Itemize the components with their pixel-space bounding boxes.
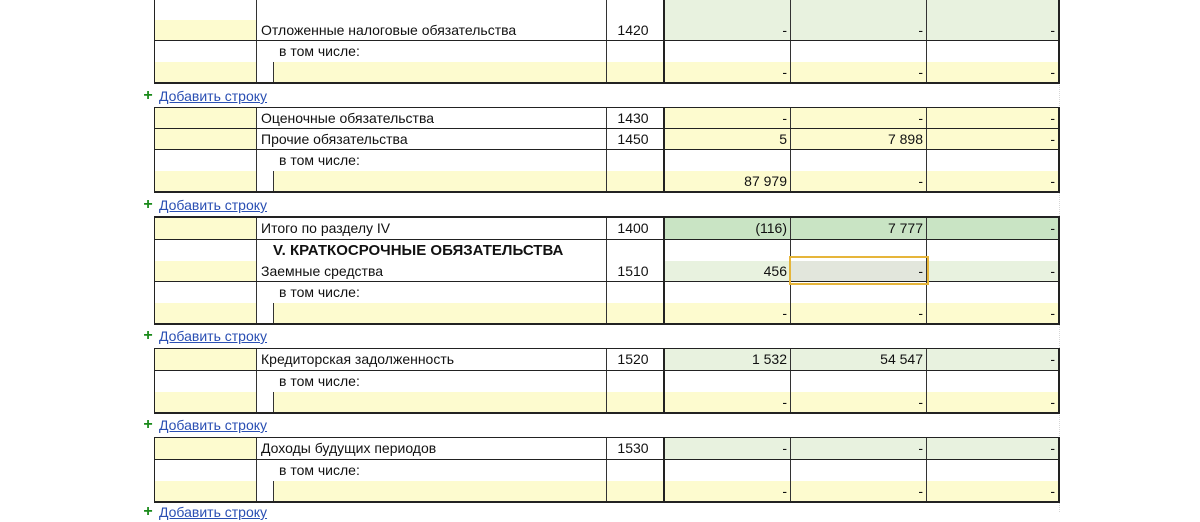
value-cell-3[interactable] xyxy=(927,41,1058,82)
plus-icon[interactable]: + xyxy=(143,503,153,520)
value-cell-2[interactable] xyxy=(791,349,927,370)
value-3: - xyxy=(1050,440,1055,456)
value-cell-1[interactable] xyxy=(665,129,791,149)
value-cell-3[interactable] xyxy=(927,460,1058,501)
value-1: - xyxy=(782,64,787,80)
value-cell-3 xyxy=(927,218,1058,239)
block-1520 xyxy=(154,348,1060,414)
sub-name-cell[interactable] xyxy=(257,371,607,412)
value-2: 7 898 xyxy=(887,131,923,147)
value-cell-1[interactable] xyxy=(665,108,791,128)
name-cell[interactable] xyxy=(257,0,607,40)
row-name: Оценочные обязательства xyxy=(261,110,435,126)
value-3: - xyxy=(1050,305,1055,321)
value-cell-2[interactable] xyxy=(791,282,927,323)
block-1420 xyxy=(154,0,1060,84)
value-2: - xyxy=(918,110,923,126)
code-cell xyxy=(607,438,665,459)
value-1: (116) xyxy=(755,220,787,236)
value-cell-2[interactable] xyxy=(791,41,927,82)
value-2: - xyxy=(918,440,923,456)
in-that-number-label: в том числе: xyxy=(279,152,360,168)
value-cell-2[interactable] xyxy=(791,460,927,501)
code-cell xyxy=(607,218,665,239)
sub-name-cell[interactable] xyxy=(257,41,607,82)
value-1: - xyxy=(782,22,787,38)
value-1: 1 532 xyxy=(751,351,787,367)
plus-icon[interactable]: + xyxy=(143,87,153,104)
value-3: - xyxy=(1050,263,1055,279)
value-1: - xyxy=(782,483,787,499)
value-cell-1 xyxy=(665,218,791,239)
value-cell-1[interactable] xyxy=(665,438,791,459)
value-cell-1[interactable] xyxy=(665,240,791,281)
add-row-link[interactable]: Добавить строку xyxy=(159,504,268,520)
value-cell-1[interactable] xyxy=(665,41,791,82)
value-2: 7 777 xyxy=(887,220,923,236)
sub-name-cell[interactable] xyxy=(257,150,607,191)
col-a-cell xyxy=(155,108,257,128)
value-cell-1[interactable] xyxy=(665,150,791,191)
add-row-control xyxy=(140,86,267,106)
code-cell xyxy=(607,240,665,281)
value-cell-3[interactable] xyxy=(927,371,1058,412)
value-cell-3[interactable] xyxy=(927,108,1058,128)
value-3: - xyxy=(1050,351,1055,367)
value-1: 87 979 xyxy=(744,173,787,189)
value-3: - xyxy=(1050,173,1055,189)
value-3: - xyxy=(1050,483,1055,499)
value-cell-2[interactable] xyxy=(791,371,927,412)
row-code: 1420 xyxy=(617,22,649,38)
code-cell xyxy=(607,108,665,128)
name-cell xyxy=(257,218,607,239)
value-3: - xyxy=(1050,64,1055,80)
value-cell-3[interactable] xyxy=(927,240,1058,281)
table-row-1450 xyxy=(155,128,1058,149)
sub-input-cell[interactable] xyxy=(273,171,606,191)
code-cell xyxy=(607,41,665,82)
table-row-sub xyxy=(155,370,1058,412)
value-2: - xyxy=(918,22,923,38)
value-cell-2[interactable] xyxy=(791,0,927,40)
table-row-sub xyxy=(155,459,1058,501)
value-1: - xyxy=(782,110,787,126)
col-a-cell xyxy=(155,0,257,40)
add-row-link[interactable]: Добавить строку xyxy=(159,88,268,104)
sub-input-cell[interactable] xyxy=(273,62,606,82)
col-a-cell xyxy=(155,41,257,82)
row-code: 1520 xyxy=(617,351,649,367)
in-that-number-label: в том числе: xyxy=(279,462,360,478)
sub-name-cell[interactable] xyxy=(257,460,607,501)
value-cell-1[interactable] xyxy=(665,460,791,501)
sub-input-cell[interactable] xyxy=(273,392,606,412)
plus-icon[interactable]: + xyxy=(143,196,153,213)
value-2: - xyxy=(918,483,923,499)
in-that-number-label: в том числе: xyxy=(279,43,360,59)
name-cell[interactable] xyxy=(257,129,607,149)
value-cell-3[interactable] xyxy=(927,129,1058,149)
value-cell-1[interactable] xyxy=(665,282,791,323)
add-row-control xyxy=(140,415,267,435)
col-a-cell xyxy=(155,282,257,323)
value-3: - xyxy=(1050,131,1055,147)
value-cell-3[interactable] xyxy=(927,0,1058,40)
code-cell xyxy=(607,460,665,501)
col-a-cell xyxy=(155,150,257,191)
add-row-link[interactable]: Добавить строку xyxy=(159,417,268,433)
table-row-1430 xyxy=(155,107,1058,128)
value-2: 54 547 xyxy=(880,351,923,367)
code-cell xyxy=(607,129,665,149)
row-code: 1430 xyxy=(617,110,649,126)
name-cell[interactable] xyxy=(257,349,607,370)
row-name: Отложенные налоговые обязательства xyxy=(261,22,517,38)
value-cell-2[interactable] xyxy=(791,129,927,149)
col-a-cell xyxy=(155,240,257,281)
add-row-link[interactable]: Добавить строку xyxy=(159,197,268,213)
sub-input-cell[interactable] xyxy=(273,303,606,323)
row-name: Заемные средства xyxy=(261,263,384,279)
code-cell xyxy=(607,349,665,370)
col-a-cell xyxy=(155,129,257,149)
plus-icon[interactable]: + xyxy=(143,416,153,433)
in-that-number-label: в том числе: xyxy=(279,284,360,300)
value-1: - xyxy=(782,440,787,456)
row-name: Кредиторская задолженность xyxy=(261,351,455,367)
table-row-sub xyxy=(155,149,1058,191)
table-row-sub xyxy=(155,281,1058,323)
code-cell xyxy=(607,282,665,323)
name-cell[interactable] xyxy=(257,240,607,281)
value-cell-1[interactable] xyxy=(665,349,791,370)
col-a-cell xyxy=(155,218,257,239)
add-row-control xyxy=(140,326,267,346)
value-2: - xyxy=(918,305,923,321)
row-name: Прочие обязательства xyxy=(261,131,408,147)
value-1: - xyxy=(782,394,787,410)
sub-name-cell[interactable] xyxy=(257,282,607,323)
value-2: - xyxy=(918,173,923,189)
add-row-control-clipped xyxy=(140,502,267,522)
row-code: 1530 xyxy=(617,440,649,456)
in-that-number-label: в том числе: xyxy=(279,373,360,389)
col-a-cell xyxy=(155,349,257,370)
selected-cell-cursor[interactable] xyxy=(789,256,929,285)
value-2: - xyxy=(918,263,923,279)
value-cell-3[interactable] xyxy=(927,438,1058,459)
value-3: - xyxy=(1050,220,1055,236)
row-code: 1400 xyxy=(617,220,649,236)
value-cell-2 xyxy=(791,218,927,239)
add-row-control xyxy=(140,195,267,215)
value-1: 456 xyxy=(763,263,787,279)
value-1: - xyxy=(782,305,787,321)
block-1530 xyxy=(154,437,1060,503)
code-cell xyxy=(607,0,665,40)
col-a-cell xyxy=(155,460,257,501)
add-row-link[interactable]: Добавить строку xyxy=(159,328,268,344)
value-cell-1[interactable] xyxy=(665,371,791,412)
section-title: V. КРАТКОСРОЧНЫЕ ОБЯЗАТЕЛЬСТВА xyxy=(273,242,564,259)
value-3: - xyxy=(1050,22,1055,38)
row-name: Доходы будущих периодов xyxy=(261,440,437,456)
table-row-1530 xyxy=(155,438,1058,459)
value-cell-3[interactable] xyxy=(927,349,1058,370)
value-cell-2[interactable] xyxy=(791,438,927,459)
code-cell xyxy=(607,371,665,412)
table-row-1400 xyxy=(155,218,1058,239)
value-3: - xyxy=(1050,394,1055,410)
name-cell[interactable] xyxy=(257,438,607,459)
value-3: - xyxy=(1050,110,1055,126)
plus-icon[interactable]: + xyxy=(143,327,153,344)
value-cell-2[interactable] xyxy=(791,150,927,191)
table-row-1420 xyxy=(155,0,1058,40)
value-cell-2[interactable] xyxy=(791,108,927,128)
code-cell xyxy=(607,150,665,191)
name-cell[interactable] xyxy=(257,108,607,128)
value-2: - xyxy=(918,394,923,410)
value-cell-1[interactable] xyxy=(665,0,791,40)
row-code: 1510 xyxy=(617,263,649,279)
block-1430-1450 xyxy=(154,107,1060,193)
value-cell-3[interactable] xyxy=(927,150,1058,191)
table-row-sub xyxy=(155,40,1058,82)
value-1: 5 xyxy=(779,131,787,147)
col-a-cell xyxy=(155,371,257,412)
sub-input-cell[interactable] xyxy=(273,481,606,501)
table-row-1520 xyxy=(155,349,1058,370)
row-code: 1450 xyxy=(617,131,649,147)
value-cell-3[interactable] xyxy=(927,282,1058,323)
row-name: Итого по разделу IV xyxy=(261,220,391,236)
col-a-cell xyxy=(155,438,257,459)
value-2: - xyxy=(918,64,923,80)
